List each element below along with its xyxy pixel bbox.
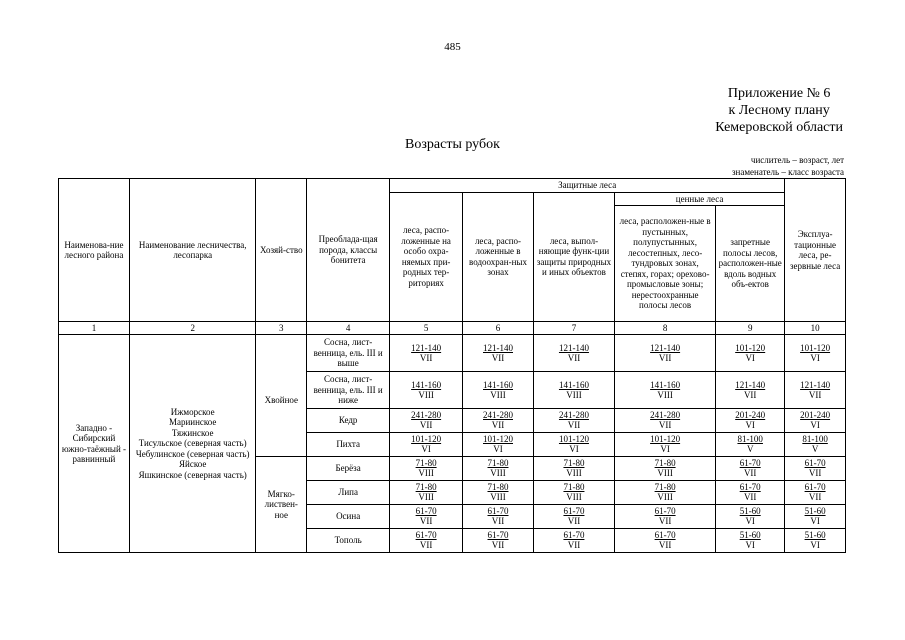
age-years: 241-280 xyxy=(483,410,513,421)
age-years: 51-60 xyxy=(739,506,761,517)
age-class: VI xyxy=(745,352,755,363)
species-cell: Липа xyxy=(307,481,390,505)
age-class: VII xyxy=(419,540,433,551)
age-years: 71-80 xyxy=(415,482,437,493)
age-cell xyxy=(390,409,463,433)
age-class: VI xyxy=(660,444,670,455)
age-years: 121-140 xyxy=(411,342,442,353)
cutting-ages-table xyxy=(58,178,846,553)
age-class: VIII xyxy=(566,492,582,503)
age-years: 61-70 xyxy=(739,482,761,493)
age-class: VII xyxy=(808,468,822,479)
age-cell xyxy=(390,481,463,505)
age-class: VI xyxy=(745,516,755,527)
age-class: VIII xyxy=(490,389,506,400)
page-number: 485 xyxy=(444,41,461,53)
forestry-list-cell xyxy=(129,335,256,553)
age-years: 121-140 xyxy=(800,379,831,390)
column-number: 7 xyxy=(533,322,614,335)
age-cell xyxy=(533,409,614,433)
age-years: 61-70 xyxy=(563,530,585,541)
age-years: 61-70 xyxy=(487,530,509,541)
age-years: 51-60 xyxy=(804,530,826,541)
age-cell xyxy=(390,372,463,409)
age-class: VII xyxy=(491,516,505,527)
age-years: 121-140 xyxy=(558,342,589,353)
age-cell xyxy=(533,481,614,505)
age-years: 51-60 xyxy=(804,506,826,517)
age-cell xyxy=(533,372,614,409)
age-class: VII xyxy=(658,352,672,363)
note-denominator: знаменатель – класс возраста xyxy=(731,167,844,177)
age-class: VIII xyxy=(418,389,434,400)
age-class: VI xyxy=(745,540,755,551)
age-years: 141-160 xyxy=(558,379,589,390)
age-years: 61-70 xyxy=(804,482,826,493)
age-cell xyxy=(463,505,534,529)
species-cell: Сосна, лист-венница, ель. III и ниже xyxy=(307,372,390,409)
age-class: VIII xyxy=(566,389,582,400)
age-years: 61-70 xyxy=(654,530,676,541)
header-steppe-zones: леса, расположен-ные в пустынных, полупустынных, лесостепных, лесо-тундровых зонах, степях, горах; орехово-промысловые зоны; нерестоохранные полосы лесов xyxy=(614,206,715,322)
age-class: VIII xyxy=(418,468,434,479)
age-class: VI xyxy=(421,444,431,455)
age-class: VIII xyxy=(490,492,506,503)
age-class: VII xyxy=(419,516,433,527)
age-years: 241-280 xyxy=(558,410,589,421)
age-cell xyxy=(614,409,715,433)
age-years: 141-160 xyxy=(483,379,513,390)
farm-softwood-cell: Мягко-листвен-ное xyxy=(256,457,307,553)
age-class: VII xyxy=(491,352,505,363)
age-cell xyxy=(716,372,785,409)
age-cell xyxy=(463,529,534,553)
age-class: VII xyxy=(658,516,672,527)
age-years: 81-100 xyxy=(802,434,828,445)
age-class: VII xyxy=(567,352,581,363)
age-years: 201-240 xyxy=(735,410,766,421)
age-class: VII xyxy=(808,389,822,400)
column-number: 5 xyxy=(390,322,463,335)
header-farm: Хозяй-ство xyxy=(256,179,307,322)
age-cell xyxy=(390,457,463,481)
age-class: VII xyxy=(567,540,581,551)
header-protected-areas: леса, распо-ложенные на особо охра-няемых при-родных тер-риториях xyxy=(390,192,463,322)
age-class: VI xyxy=(810,352,820,363)
header-valuable-forests: ценные леса xyxy=(614,192,784,206)
age-class: VI xyxy=(569,444,579,455)
age-cell xyxy=(614,481,715,505)
age-years: 61-70 xyxy=(654,506,676,517)
age-years: 71-80 xyxy=(563,482,585,493)
age-class: VIII xyxy=(490,468,506,479)
age-cell xyxy=(614,457,715,481)
age-cell xyxy=(390,529,463,553)
age-class: VI xyxy=(810,516,820,527)
header-water-protection: леса, распо-ложенные в водоохран-ных зонах xyxy=(463,192,534,322)
age-years: 101-120 xyxy=(800,342,831,353)
header-forestry: Наименование лесничества, лесопарка xyxy=(129,179,256,322)
age-class: VII xyxy=(808,492,822,503)
header-species: Преоблада-щая порода, классы бонитета xyxy=(307,179,390,322)
age-years: 81-100 xyxy=(737,434,763,445)
age-class: VII xyxy=(419,352,433,363)
age-class: V xyxy=(746,444,754,455)
age-cell xyxy=(716,409,785,433)
age-years: 61-70 xyxy=(415,530,437,541)
column-number: 1 xyxy=(59,322,130,335)
age-cell xyxy=(716,335,785,372)
age-cell xyxy=(716,529,785,553)
species-cell: Пихта xyxy=(307,433,390,457)
age-cell xyxy=(614,529,715,553)
header-forest-region: Наименова-ние лесного района xyxy=(59,179,130,322)
farm-conifer-cell: Хвойное xyxy=(256,335,307,457)
column-number: 4 xyxy=(307,322,390,335)
age-class: VIII xyxy=(657,468,673,479)
age-class: VI xyxy=(810,540,820,551)
column-number: 9 xyxy=(716,322,785,335)
age-class: VII xyxy=(567,516,581,527)
age-years: 101-120 xyxy=(558,434,589,445)
age-years: 61-70 xyxy=(415,506,437,517)
appendix-line-3: Кемеровской области xyxy=(715,120,843,135)
header-restricted-strips: запретные полосы лесов, расположен-ные вдоль водных объ-ектов xyxy=(716,206,785,322)
age-cell xyxy=(533,335,614,372)
age-class: VII xyxy=(491,420,505,431)
age-class: V xyxy=(811,444,819,455)
age-cell xyxy=(463,335,534,372)
appendix-line-2: к Лесному плану xyxy=(728,103,830,118)
age-cell xyxy=(463,457,534,481)
age-class: VII xyxy=(743,389,757,400)
appendix-block xyxy=(715,85,843,136)
age-class: VII xyxy=(658,420,672,431)
age-years: 71-80 xyxy=(487,458,509,469)
age-years: 121-140 xyxy=(650,342,681,353)
age-years: 241-280 xyxy=(650,410,681,421)
age-years: 101-120 xyxy=(735,342,766,353)
column-number-row xyxy=(59,322,846,335)
forest-region-cell: Западно - Сибирский южно-таёжный - равнинный xyxy=(59,335,130,553)
age-cell xyxy=(785,409,846,433)
age-cell xyxy=(390,335,463,372)
forestry-item: Мариинское xyxy=(168,417,217,428)
age-cell xyxy=(716,433,785,457)
age-years: 51-60 xyxy=(739,530,761,541)
forestry-item: Чебулинское (северная часть) xyxy=(135,448,250,459)
age-cell xyxy=(533,529,614,553)
age-years: 141-160 xyxy=(411,379,442,390)
column-number: 6 xyxy=(463,322,534,335)
species-cell: Осина xyxy=(307,505,390,529)
age-years: 101-120 xyxy=(650,434,681,445)
header-protective-forests: Защитные леса xyxy=(390,179,785,193)
species-cell: Сосна, лист-венница, ель. III и выше xyxy=(307,335,390,372)
column-number: 10 xyxy=(785,322,846,335)
table-row xyxy=(59,335,846,372)
age-cell xyxy=(716,481,785,505)
age-class: VI xyxy=(745,420,755,431)
header-protection-functions: леса, выпол-няющие функ-ции защиты природных и иных объектов xyxy=(533,192,614,322)
column-number: 3 xyxy=(256,322,307,335)
age-years: 121-140 xyxy=(483,342,513,353)
age-cell xyxy=(785,481,846,505)
age-class: VIII xyxy=(657,492,673,503)
age-class: VIII xyxy=(566,468,582,479)
header-exploitation-forests: Эксплуа-тационные леса, ре-зервные леса xyxy=(785,179,846,322)
forestry-item: Ижморское xyxy=(170,406,215,417)
age-years: 61-70 xyxy=(487,506,509,517)
age-years: 141-160 xyxy=(650,379,681,390)
age-cell xyxy=(785,372,846,409)
appendix-line-1: Приложение № 6 xyxy=(727,86,831,101)
age-cell xyxy=(785,457,846,481)
age-cell xyxy=(785,433,846,457)
age-cell xyxy=(463,433,534,457)
age-years: 61-70 xyxy=(804,458,826,469)
document-title: Возрасты рубок xyxy=(405,137,500,152)
note-numerator: числитель – возраст, лет xyxy=(750,155,844,165)
age-years: 101-120 xyxy=(483,434,513,445)
age-class: VIII xyxy=(657,389,673,400)
age-class: VI xyxy=(810,420,820,431)
age-years: 121-140 xyxy=(735,379,766,390)
forestry-item: Яшкинское (северная часть) xyxy=(138,469,247,480)
species-cell: Берёза xyxy=(307,457,390,481)
age-cell xyxy=(614,505,715,529)
age-cell xyxy=(614,335,715,372)
species-cell: Тополь xyxy=(307,529,390,553)
age-years: 241-280 xyxy=(411,410,442,421)
age-class: VII xyxy=(567,420,581,431)
age-cell xyxy=(716,457,785,481)
age-years: 71-80 xyxy=(487,482,509,493)
age-cell xyxy=(463,481,534,505)
age-class: VII xyxy=(743,468,757,479)
forestry-item: Тяжинское xyxy=(171,427,214,438)
age-years: 71-80 xyxy=(563,458,585,469)
age-class: VI xyxy=(493,444,503,455)
age-years: 201-240 xyxy=(800,410,831,421)
age-cell xyxy=(785,335,846,372)
age-years: 71-80 xyxy=(654,482,676,493)
age-years: 61-70 xyxy=(563,506,585,517)
age-cell xyxy=(463,409,534,433)
age-cell xyxy=(533,457,614,481)
age-cell xyxy=(614,372,715,409)
age-cell xyxy=(463,372,534,409)
forestry-item: Тисульское (северная часть) xyxy=(138,438,247,449)
age-cell xyxy=(533,433,614,457)
age-years: 61-70 xyxy=(739,458,761,469)
forestry-item: Яйское xyxy=(179,459,207,470)
age-cell xyxy=(533,505,614,529)
age-cell xyxy=(716,505,785,529)
age-class: VII xyxy=(491,540,505,551)
age-class: VII xyxy=(658,540,672,551)
age-cell xyxy=(614,433,715,457)
age-class: VII xyxy=(419,420,433,431)
age-years: 101-120 xyxy=(411,434,442,445)
age-cell xyxy=(390,433,463,457)
age-years: 71-80 xyxy=(654,458,676,469)
column-number: 8 xyxy=(614,322,715,335)
species-cell: Кедр xyxy=(307,409,390,433)
age-years: 71-80 xyxy=(415,458,437,469)
column-number: 2 xyxy=(129,322,256,335)
age-class: VIII xyxy=(418,492,434,503)
age-cell xyxy=(390,505,463,529)
age-class: VII xyxy=(743,492,757,503)
age-cell xyxy=(785,529,846,553)
age-cell xyxy=(785,505,846,529)
